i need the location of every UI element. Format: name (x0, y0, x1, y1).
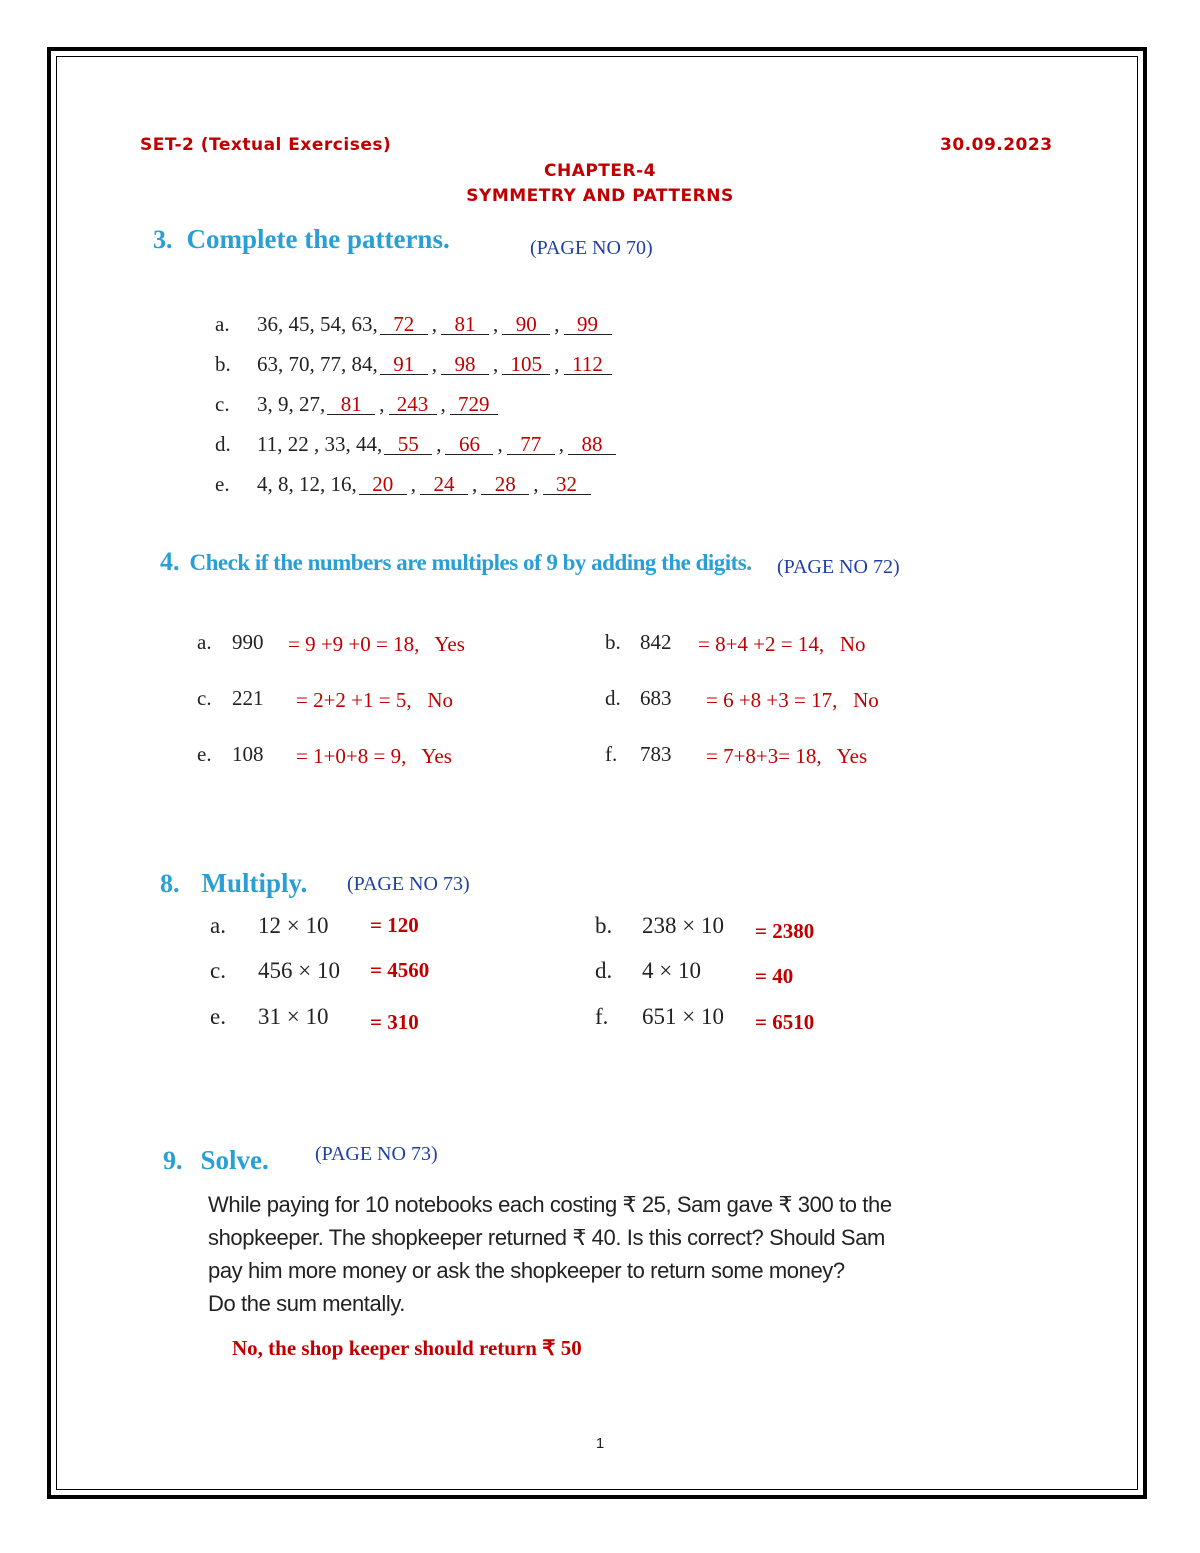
q3-heading (153, 224, 450, 255)
q3-blank-answer: 105 (502, 354, 550, 375)
q4-item-label: b. (605, 630, 621, 654)
q8-item-answer: = 40 (755, 964, 794, 988)
q4-item-answer: = 8+4 +2 = 14, No (698, 632, 866, 656)
q3-blank-answer: 729 (450, 394, 498, 415)
q9-line: pay him more money or ask the shopkeeper to return some money? (208, 1258, 845, 1283)
q3-comma: , (431, 312, 437, 336)
q4-item-number: 842 (640, 630, 672, 654)
q3-item-given: 3, 9, 27, (257, 392, 326, 416)
chapter-title: SYMMETRY AND PATTERNS (466, 186, 734, 206)
q4-item-label: f. (605, 742, 618, 766)
q4-number: 4. (160, 547, 180, 576)
q3-blank-answer: 90 (502, 314, 550, 335)
q9-answer: No, the shop keeper should return ₹ 50 (232, 1336, 582, 1360)
q4-heading (160, 547, 752, 577)
q3-item-label: a. (215, 312, 230, 336)
q3-comma: , (558, 432, 564, 456)
q3-comma: , (410, 472, 416, 496)
q3-item (215, 432, 620, 457)
q8-heading (160, 868, 307, 899)
q3-page-ref: (PAGE NO 70) (530, 237, 653, 259)
q3-item-given: 11, 22 , 33, 44, (257, 432, 383, 456)
q4-title: Check if the numbers are multiples of 9 by adding the digits. (189, 550, 752, 575)
q3-blank-answer: 72 (380, 314, 428, 335)
q8-item-label: c. (210, 958, 226, 983)
page-number: 1 (595, 1435, 605, 1452)
q3-item (215, 312, 616, 337)
q3-blank-answer: 81 (441, 314, 489, 335)
q3-comma: , (436, 432, 442, 456)
q8-item-label: f. (595, 1004, 609, 1029)
q3-blank-answer: 28 (481, 474, 529, 495)
q3-comma: , (497, 432, 503, 456)
q4-item-number: 783 (640, 742, 672, 766)
q3-title: Complete the patterns. (186, 224, 450, 254)
q4-page-ref: (PAGE NO 72) (777, 556, 900, 578)
q8-item-label: b. (595, 913, 613, 938)
q3-blank-answer: 81 (327, 394, 375, 415)
q3-item-label: b. (215, 352, 231, 376)
date: 30.09.2023 (940, 135, 1053, 155)
q3-comma: , (533, 472, 539, 496)
q8-item-expression: 31 × 10 (258, 1004, 329, 1029)
q4-item-label: a. (197, 630, 212, 654)
q3-item-label: e. (215, 472, 230, 496)
q4-item-label: e. (197, 742, 212, 766)
q8-item-expression: 238 × 10 (642, 913, 724, 938)
q3-item (215, 392, 502, 417)
q3-blank-answer: 24 (420, 474, 468, 495)
set-label: SET-2 (Textual Exercises) (140, 135, 392, 155)
q4-item-answer: = 1+0+8 = 9, Yes (296, 744, 452, 768)
q4-item-label: c. (197, 686, 212, 710)
q3-blank-answer: 55 (384, 434, 432, 455)
q8-item-expression: 456 × 10 (258, 958, 340, 983)
q8-item-answer: = 2380 (755, 919, 815, 943)
q3-item-given: 63, 70, 77, 84, (257, 352, 378, 376)
q4-item-label: d. (605, 686, 621, 710)
q4-item-number: 990 (232, 630, 264, 654)
q8-number: 8. (160, 869, 180, 898)
q3-blank-answer: 77 (507, 434, 555, 455)
q4-item-answer: = 2+2 +1 = 5, No (296, 688, 454, 712)
q3-item-label: d. (215, 432, 231, 456)
q3-comma: , (440, 392, 446, 416)
q8-item-answer: = 4560 (370, 958, 430, 982)
q8-item-label: e. (210, 1004, 226, 1029)
q8-item-answer: = 6510 (755, 1010, 815, 1034)
q3-number: 3. (153, 225, 173, 254)
q3-comma: , (554, 312, 560, 336)
q8-item-expression: 4 × 10 (642, 958, 701, 983)
q3-comma: , (379, 392, 385, 416)
q4-item-number: 221 (232, 686, 264, 710)
q3-blank-answer: 91 (380, 354, 428, 375)
q8-title: Multiply. (201, 868, 308, 898)
q3-item (215, 472, 595, 497)
q9-title: Solve. (200, 1145, 269, 1175)
q3-item-given: 36, 45, 54, 63, (257, 312, 378, 336)
q3-blank-answer: 99 (564, 314, 612, 335)
q9-line: Do the sum mentally. (208, 1291, 406, 1316)
q3-blank-answer: 32 (543, 474, 591, 495)
q9-line: While paying for 10 notebooks each costing ₹ 25, Sam gave ₹ 300 to the (208, 1192, 892, 1217)
q9-number: 9. (163, 1146, 183, 1175)
q3-blank-answer: 112 (564, 354, 612, 375)
q4-item-number: 683 (640, 686, 672, 710)
q3-item-given: 4, 8, 12, 16, (257, 472, 357, 496)
q8-item-label: a. (210, 913, 226, 938)
q3-comma: , (431, 352, 437, 376)
q8-item-expression: 12 × 10 (258, 913, 329, 938)
q3-blank-answer: 66 (445, 434, 493, 455)
q9-page-ref: (PAGE NO 73) (315, 1143, 438, 1165)
q8-item-expression: 651 × 10 (642, 1004, 724, 1029)
q3-comma: , (493, 312, 499, 336)
q3-comma: , (472, 472, 478, 496)
q9-problem-text (208, 1188, 892, 1320)
q3-item-label: c. (215, 392, 230, 416)
q3-blank-answer: 98 (441, 354, 489, 375)
q3-comma: , (493, 352, 499, 376)
q3-blank-answer: 88 (568, 434, 616, 455)
q9-line: shopkeeper. The shopkeeper returned ₹ 40. Is this correct? Should Sam (208, 1225, 885, 1250)
q8-item-label: d. (595, 958, 613, 983)
q3-item (215, 352, 616, 377)
q4-item-answer: = 9 +9 +0 = 18, Yes (288, 632, 465, 656)
q9-heading (163, 1145, 269, 1176)
q8-page-ref: (PAGE NO 73) (347, 873, 470, 895)
q4-item-answer: = 7+8+3= 18, Yes (706, 744, 868, 768)
q4-item-number: 108 (232, 742, 264, 766)
q8-item-answer: = 310 (370, 1010, 419, 1034)
q3-blank-answer: 20 (359, 474, 407, 495)
q3-comma: , (554, 352, 560, 376)
q4-item-answer: = 6 +8 +3 = 17, No (706, 688, 879, 712)
q3-blank-answer: 243 (389, 394, 437, 415)
chapter-number: CHAPTER-4 (543, 161, 656, 181)
q8-item-answer: = 120 (370, 913, 419, 937)
